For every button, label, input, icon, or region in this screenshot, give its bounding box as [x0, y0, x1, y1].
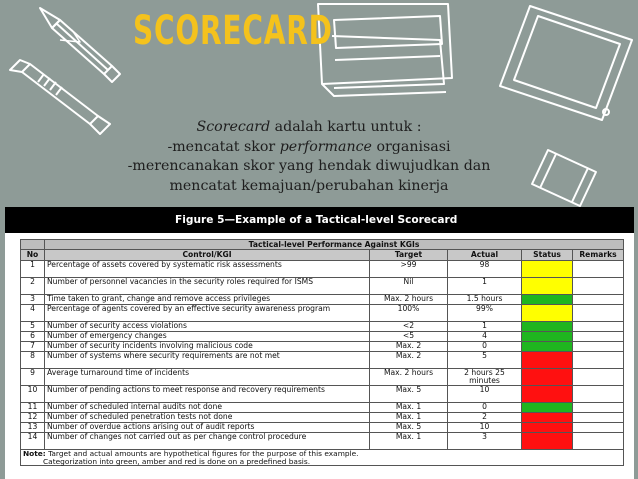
- row-no: 14: [21, 433, 45, 450]
- row-actual: 2: [448, 413, 522, 423]
- row-actual: 10: [448, 423, 522, 433]
- table-row: [21, 352, 624, 369]
- row-target: <5: [370, 332, 448, 342]
- status-indicator-green: [522, 332, 573, 342]
- row-no: 11: [21, 403, 45, 413]
- table-row: [21, 305, 624, 322]
- row-kgi: Number of emergency changes: [45, 332, 370, 342]
- table-row: [21, 261, 624, 278]
- row-remarks: [573, 295, 624, 305]
- slide-title: SCORECARD: [133, 8, 333, 54]
- column-header-kgi: Control/KGI: [45, 250, 370, 261]
- row-target: >99: [370, 261, 448, 278]
- wallet-icon: [318, 4, 452, 96]
- subtitle-line-3: -merencanakan skor yang hendak diwujudkan dan: [127, 158, 491, 174]
- row-remarks: [573, 433, 624, 450]
- row-no: 9: [21, 369, 45, 386]
- row-no: 8: [21, 352, 45, 369]
- row-target: <2: [370, 322, 448, 332]
- subtitle-line-2: [96, 138, 522, 158]
- marker-icon: [10, 60, 110, 134]
- scorecard-table: [20, 239, 624, 466]
- subtitle-term: Scorecard: [196, 119, 271, 135]
- row-kgi: Number of pending actions to meet response and recovery requirements: [45, 386, 370, 403]
- subtitle-line-2-em: performance: [279, 138, 372, 155]
- status-indicator-red: [522, 369, 573, 386]
- row-target: Max. 1: [370, 433, 448, 450]
- row-remarks: [573, 278, 624, 295]
- status-indicator-red: [522, 433, 573, 450]
- row-kgi: Number of changes not carried out as per change control procedure: [45, 433, 370, 450]
- row-remarks: [573, 369, 624, 386]
- table-row: [21, 278, 624, 295]
- figure-title: Figure 5—Example of a Tactical-level Scorecard: [175, 214, 458, 226]
- subtitle-line-1-rest: adalah kartu untuk :: [270, 119, 422, 135]
- scorecard-figure: [5, 207, 634, 479]
- status-indicator-red: [522, 386, 573, 403]
- figure-title-bar: [5, 207, 634, 233]
- status-indicator-yellow: [522, 305, 573, 322]
- note-line-2: Categorization into green, amber and red is done on a predefined basis.: [43, 456, 311, 466]
- status-indicator-red: [522, 352, 573, 369]
- row-remarks: [573, 322, 624, 332]
- note-label: Note:: [23, 449, 46, 458]
- row-actual: 99%: [448, 305, 522, 322]
- row-target: Max. 2: [370, 352, 448, 369]
- row-kgi: Number of scheduled penetration tests not done: [45, 413, 370, 423]
- row-kgi: Number of systems where security requirements are not met: [45, 352, 370, 369]
- column-header-remarks: Remarks: [573, 250, 624, 261]
- subtitle-line-2-b: organisasi: [371, 138, 451, 155]
- subtitle-line-2-a: -mencatat skor: [167, 138, 280, 155]
- status-indicator-green: [522, 403, 573, 413]
- row-actual: 1.5 hours: [448, 295, 522, 305]
- status-indicator-yellow: [522, 261, 573, 278]
- row-actual: 4: [448, 332, 522, 342]
- row-kgi: Number of scheduled internal audits not done: [45, 403, 370, 413]
- table-row: [21, 332, 624, 342]
- table-note: [21, 450, 624, 466]
- row-actual: 0: [448, 342, 522, 352]
- row-remarks: [573, 332, 624, 342]
- row-actual: 1: [448, 278, 522, 295]
- row-actual: 2 hours 25 minutes: [448, 369, 522, 386]
- row-target: Max. 2 hours: [370, 295, 448, 305]
- row-no: 3: [21, 295, 45, 305]
- row-remarks: [573, 342, 624, 352]
- row-actual: 1: [448, 322, 522, 332]
- row-no: 2: [21, 278, 45, 295]
- table-row: [21, 295, 624, 305]
- row-target: Max. 5: [370, 423, 448, 433]
- table-row: [21, 322, 624, 332]
- column-header-status: Status: [522, 250, 573, 261]
- row-no: 4: [21, 305, 45, 322]
- pencil-icon: [40, 8, 120, 82]
- row-remarks: [573, 403, 624, 413]
- status-indicator-green: [522, 342, 573, 352]
- row-remarks: [573, 352, 624, 369]
- row-no: 5: [21, 322, 45, 332]
- subtitle-text: [96, 118, 522, 196]
- row-remarks: [573, 413, 624, 423]
- table-row: [21, 403, 624, 413]
- row-target: Max. 2 hours: [370, 369, 448, 386]
- status-indicator-green: [522, 295, 573, 305]
- row-no: 13: [21, 423, 45, 433]
- row-actual: 0: [448, 403, 522, 413]
- column-header-no: No: [21, 250, 45, 261]
- subtitle-line-1: [96, 118, 522, 138]
- row-remarks: [573, 261, 624, 278]
- row-target: Max. 2: [370, 342, 448, 352]
- row-actual: 5: [448, 352, 522, 369]
- table-body: [21, 261, 624, 450]
- row-no: 1: [21, 261, 45, 278]
- row-kgi: Time taken to grant, change and remove access privileges: [45, 295, 370, 305]
- table-row: [21, 423, 624, 433]
- status-indicator-red: [522, 413, 573, 423]
- table-row: [21, 413, 624, 423]
- row-kgi: Percentage of assets covered by systematic risk assessments: [45, 261, 370, 278]
- status-indicator-green: [522, 322, 573, 332]
- row-actual: 98: [448, 261, 522, 278]
- row-target: Max. 1: [370, 403, 448, 413]
- row-no: 12: [21, 413, 45, 423]
- row-remarks: [573, 305, 624, 322]
- status-indicator-red: [522, 423, 573, 433]
- row-actual: 10: [448, 386, 522, 403]
- row-kgi: Number of overdue actions arising out of audit reports: [45, 423, 370, 433]
- row-no: 7: [21, 342, 45, 352]
- header-spacer: [21, 240, 45, 250]
- table-row: [21, 386, 624, 403]
- row-kgi: Number of personnel vacancies in the security roles required for ISMS: [45, 278, 370, 295]
- row-no: 10: [21, 386, 45, 403]
- table-row: [21, 433, 624, 450]
- row-remarks: [573, 386, 624, 403]
- row-target: Max. 5: [370, 386, 448, 403]
- table-row: [21, 342, 624, 352]
- row-actual: 3: [448, 433, 522, 450]
- column-header-actual: Actual: [448, 250, 522, 261]
- column-header-target: Target: [370, 250, 448, 261]
- tablet-icon: [500, 6, 632, 120]
- eraser-icon: [532, 150, 596, 206]
- row-kgi: Average turnaround time of incidents: [45, 369, 370, 386]
- subtitle-line-4: mencatat kemajuan/perubahan kinerja: [169, 177, 449, 194]
- table-row: [21, 369, 624, 386]
- row-remarks: [573, 423, 624, 433]
- column-headers: [21, 250, 624, 261]
- row-no: 6: [21, 332, 45, 342]
- table-heading: Tactical-level Performance Against KGIs: [45, 240, 624, 250]
- note-line-1: Target and actual amounts are hypothetical figures for the purpose of this example.: [45, 449, 359, 458]
- row-kgi: Number of security access violations: [45, 322, 370, 332]
- row-target: 100%: [370, 305, 448, 322]
- row-kgi: Number of security incidents involving malicious code: [45, 342, 370, 352]
- row-target: Max. 1: [370, 413, 448, 423]
- row-kgi: Percentage of agents covered by an effective security awareness program: [45, 305, 370, 322]
- status-indicator-yellow: [522, 278, 573, 295]
- row-target: Nil: [370, 278, 448, 295]
